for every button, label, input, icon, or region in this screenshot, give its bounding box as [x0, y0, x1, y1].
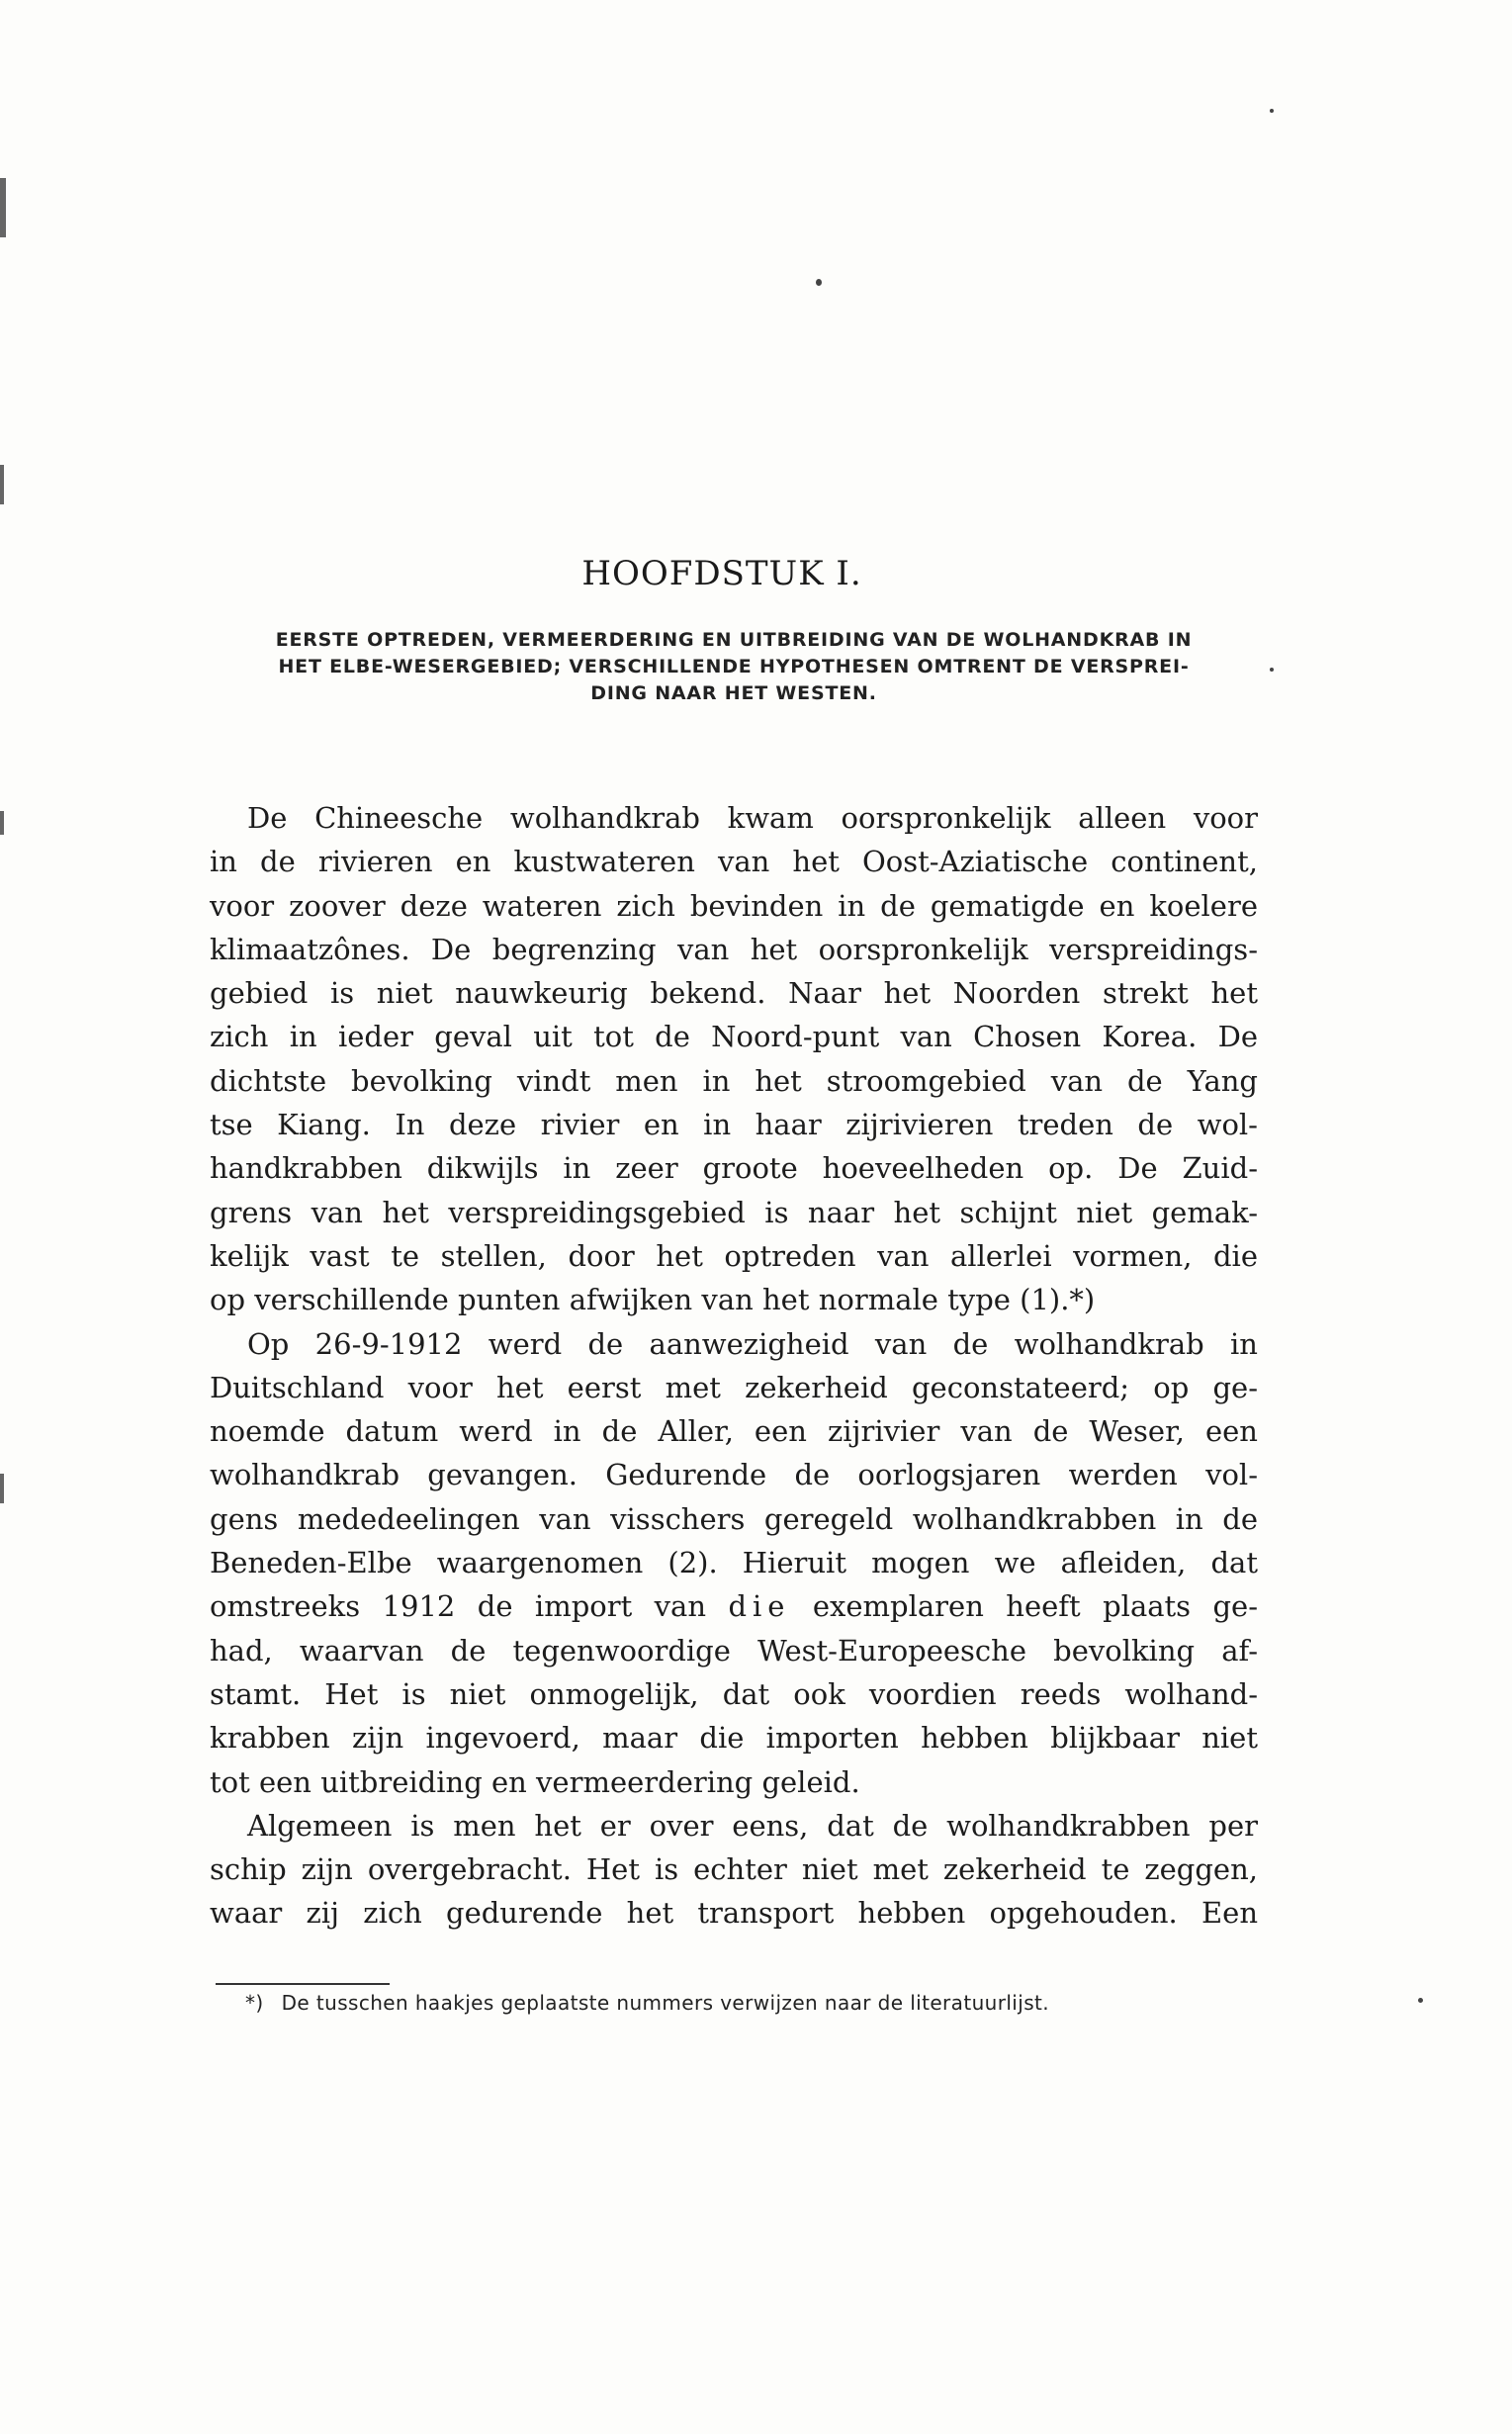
- text-line: gebied is niet nauwkeurig bekend. Naar het Noorden strekt het: [210, 976, 1258, 1011]
- text-line: krabben zijn ingevoerd, maar die importen hebben blijkbaar niet: [210, 1721, 1258, 1756]
- text-line: kelijk vast te stellen, door het optreden van allerlei vormen, die: [210, 1238, 1258, 1273]
- text-line: tse Kiang. In deze rivier en in haar zijrivieren treden de wol-: [210, 1108, 1258, 1142]
- text-line: schip zijn overgebracht. Het is echter niet met zekerheid te zeggen,: [210, 1852, 1258, 1887]
- body-text: [210, 796, 1258, 1936]
- text-line: stamt. Het is niet onmogelijk, dat ook voordien reeds wolhand-: [210, 1676, 1258, 1711]
- chapter-title: HOOFDSTUK I.: [581, 554, 862, 593]
- scan-speck: [816, 279, 822, 286]
- text-line: dichtste bevolking vindt men in het stroomgebied van de Yang: [210, 1063, 1258, 1098]
- scan-edge-mark: [0, 465, 4, 504]
- scan-edge-mark: [0, 811, 4, 835]
- text-line: had, waarvan de tegenwoordige West-Europeesche bevolking af-: [210, 1633, 1258, 1668]
- footnote-mark: *): [245, 1991, 264, 2015]
- scan-speck: [1270, 668, 1274, 672]
- text-line: in de rivieren en kustwateren van het Oost-Aziatische continent,: [210, 845, 1258, 879]
- footnote: [245, 1991, 1049, 2015]
- scan-speck: [1270, 109, 1274, 113]
- subtitle-line: DING NAAR HET WESTEN.: [590, 682, 877, 704]
- text-line: handkrabben dikwijls in zeer groote hoeveelheden op. De Zuid-: [210, 1151, 1258, 1186]
- chapter-subtitle: [210, 627, 1258, 707]
- text-line: Op 26-9-1912 werd de aanwezigheid van de wolhandkrab in: [247, 1326, 1258, 1361]
- text-line: Algemeen is men het er over eens, dat de wolhandkrabben per: [247, 1808, 1258, 1843]
- footnote-divider: [216, 1983, 390, 1985]
- text-line: zich in ieder geval uit tot de Noord-punt van Chosen Korea. De: [210, 1020, 1258, 1054]
- spaced-emphasis: die: [728, 1589, 791, 1624]
- footnote-text: De tusschen haakjes geplaatste nummers verwijzen naar de literatuurlijst.: [281, 1991, 1050, 2015]
- scan-speck: [1418, 1998, 1423, 2003]
- scan-edge-mark: [0, 178, 6, 237]
- text-line: klimaatzônes. De begrenzing van het oorspronkelijk verspreidings-: [210, 932, 1258, 966]
- text-line: wolhandkrab gevangen. Gedurende de oorlogsjaren werden vol-: [210, 1458, 1258, 1492]
- scan-edge-mark: [0, 1474, 4, 1503]
- text-fragment: exemplaren heeft plaats ge-: [790, 1589, 1259, 1624]
- text-line: tot een uitbreiding en vermeerdering geleid.: [210, 1764, 860, 1799]
- text-line: [210, 1584, 1258, 1628]
- text-line: waar zij zich gedurende het transport hebben opgehouden. Een: [210, 1896, 1258, 1931]
- text-line: gens mededeelingen van visschers geregeld wolhandkrabben in de: [210, 1501, 1258, 1536]
- text-line: De Chineesche wolhandkrab kwam oorspronkelijk alleen voor: [247, 801, 1258, 835]
- subtitle-line: HET ELBE-WESERGEBIED; VERSCHILLENDE HYPOTHESEN OMTRENT DE VERSPREI-: [278, 656, 1190, 677]
- text-fragment: omstreeks 1912 de import van: [210, 1589, 729, 1624]
- text-line: voor zoover deze wateren zich bevinden in de gematigde en koelere: [210, 888, 1258, 923]
- text-line: op verschillende punten afwijken van het normale type (1).*): [210, 1283, 1096, 1317]
- text-line: Duitschland voor het eerst met zekerheid geconstateerd; op ge-: [210, 1370, 1258, 1404]
- text-line: noemde datum werd in de Aller, een zijrivier van de Weser, een: [210, 1414, 1258, 1449]
- text-line: grens van het verspreidingsgebied is naar het schijnt niet gemak-: [210, 1195, 1258, 1229]
- text-line: Beneden-Elbe waargenomen (2). Hieruit mogen we afleiden, dat: [210, 1546, 1258, 1580]
- subtitle-line: EERSTE OPTREDEN, VERMEERDERING EN UITBREIDING VAN DE WOLHANDKRAB IN: [275, 629, 1193, 651]
